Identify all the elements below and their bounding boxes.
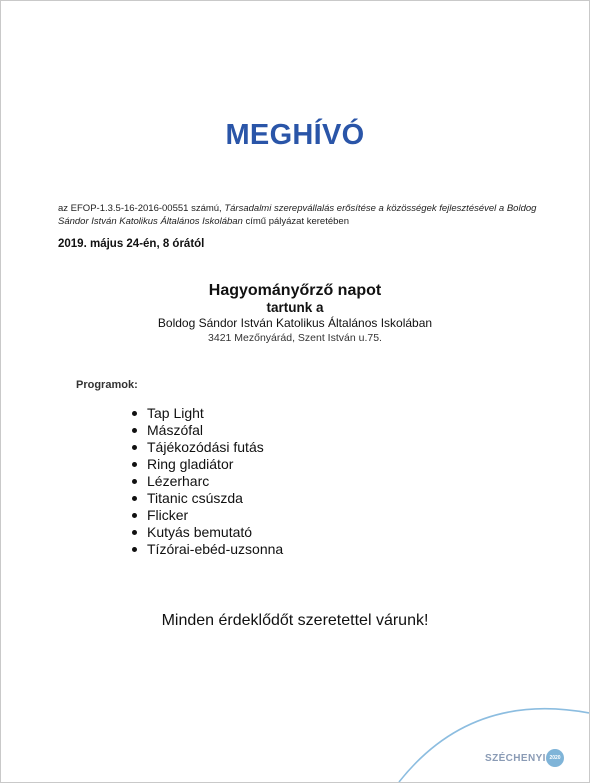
list-item: Tájékozódási futás (129, 439, 283, 456)
event-school: Boldog Sándor István Katolikus Általános Iskolában (157, 316, 433, 330)
list-item: Lézerharc (129, 473, 283, 490)
list-item: Tízórai-ebéd-uzsonna (129, 541, 283, 558)
event-address: 3421 Mezőnyárád, Szent István u.75. (208, 332, 382, 344)
event-title: Hagyományőrző napot (208, 282, 382, 299)
list-item: Flicker (129, 507, 283, 524)
intro-suffix: című pályázat keretében (242, 216, 349, 227)
list-item: Tap Light (129, 405, 283, 422)
szechenyi-logo-text: SZÉCHENYI (485, 753, 546, 764)
intro-prefix: az EFOP-1.3.5-16-2016-00551 számú, (58, 203, 225, 214)
list-item: Ring gladiátor (129, 456, 283, 473)
logo-arc-decoration (1, 1, 589, 782)
list-item: Mászófal (129, 422, 283, 439)
event-subtitle: tartunk a (266, 300, 324, 315)
page-title: MEGHÍVÓ (225, 119, 365, 151)
list-item: Kutyás bemutató (129, 524, 283, 541)
event-date: 2019. május 24-én, 8 órától (58, 238, 205, 250)
intro-project-title: Társadalmi szerepvállalás erősítése a közösségek fejlesztésével a Boldog Sándor István Katolikus Általános Iskolában (58, 203, 537, 227)
list-item: Titanic csúszda (129, 490, 283, 507)
closing-message: Minden érdeklődőt szeretettel várunk! (161, 612, 429, 629)
programs-label: Programok: (76, 379, 138, 391)
szechenyi-logo-badge: 2020 (546, 749, 564, 767)
